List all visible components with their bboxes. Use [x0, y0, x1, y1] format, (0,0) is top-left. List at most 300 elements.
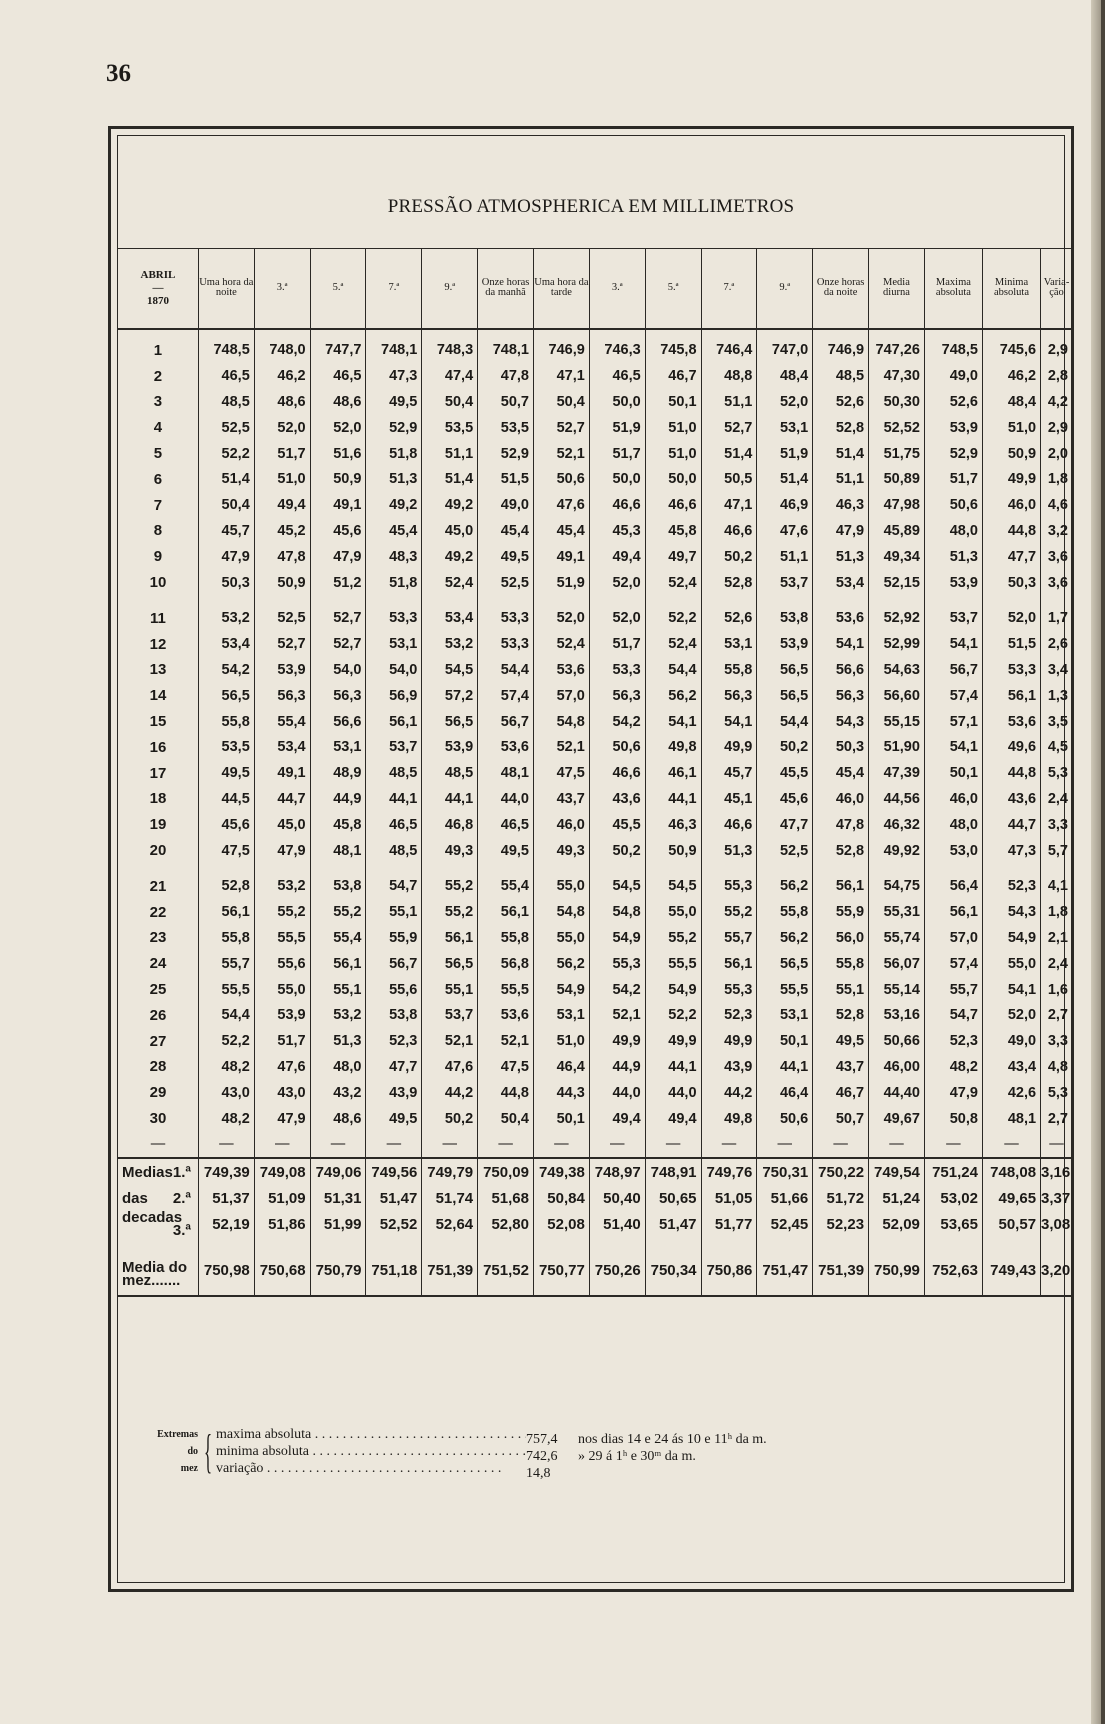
value-cell: 45,89	[869, 518, 925, 544]
value-cell: 748,0	[254, 338, 310, 364]
decade-value-cell: 51,47	[645, 1211, 701, 1237]
value-cell: 54,1	[645, 709, 701, 735]
decade-value-cell: 51,40	[589, 1211, 645, 1237]
value-cell: 49,1	[533, 544, 589, 570]
value-cell: 53,1	[533, 1002, 589, 1028]
value-cell: 44,0	[645, 1080, 701, 1106]
value-cell: 50,2	[757, 734, 813, 760]
value-cell: 45,0	[422, 518, 478, 544]
value-cell: 50,4	[198, 492, 254, 518]
value-cell: 46,5	[310, 363, 366, 389]
value-cell: 46,00	[869, 1054, 925, 1080]
value-cell: 57,4	[924, 951, 982, 977]
value-cell: 55,7	[924, 977, 982, 1003]
value-cell: 55,3	[701, 873, 757, 899]
value-cell: 49,9	[701, 1028, 757, 1054]
decade-value-cell: 49,65	[982, 1185, 1040, 1211]
value-cell: 45,3	[589, 518, 645, 544]
value-cell: 53,1	[310, 734, 366, 760]
decade-value-cell: 3,08	[1041, 1211, 1072, 1237]
spacer-cell	[589, 329, 645, 338]
value-cell: 747,0	[757, 338, 813, 364]
day-cell: 5	[153, 445, 163, 463]
value-cell: 53,8	[310, 873, 366, 899]
value-cell: 53,16	[869, 1002, 925, 1028]
value-cell: 54,8	[589, 899, 645, 925]
value-cell: 44,1	[645, 1054, 701, 1080]
spacer-cell	[645, 329, 701, 338]
day-cell: 24	[149, 955, 167, 973]
table-row	[118, 518, 1072, 544]
spacer-cell	[757, 329, 813, 338]
value-cell: 51,0	[533, 1028, 589, 1054]
value-cell: 50,9	[645, 838, 701, 864]
value-cell: 55,0	[982, 951, 1040, 977]
value-cell: 55,1	[422, 977, 478, 1003]
value-cell: 51,1	[813, 466, 869, 492]
month-mean-value-cell: 750,77	[533, 1253, 589, 1287]
value-cell: 45,4	[533, 518, 589, 544]
value-cell: 52,2	[198, 441, 254, 467]
value-cell: 53,7	[366, 734, 422, 760]
month-mean-value-cell: 751,52	[478, 1253, 534, 1287]
value-cell: 45,7	[701, 760, 757, 786]
decade-value-cell: 52,19	[198, 1211, 254, 1237]
value-cell: 54,0	[366, 657, 422, 683]
decades-label-line1: Medias	[122, 1163, 173, 1181]
value-cell: 49,4	[589, 544, 645, 570]
value-cell: 53,2	[254, 873, 310, 899]
value-cell: 51,7	[254, 441, 310, 467]
decade-value-cell: 52,45	[757, 1211, 813, 1237]
value-cell: 44,1	[422, 786, 478, 812]
extreme-max-value: 757,4	[526, 1432, 558, 1447]
value-cell: 46,4	[757, 1080, 813, 1106]
day-cell: 6	[153, 470, 163, 488]
dash-cell: —	[1041, 1131, 1072, 1158]
spacer-cell	[478, 863, 534, 873]
table-row	[118, 544, 1072, 570]
decade-value-cell: 50,57	[982, 1211, 1040, 1237]
decades-label-line2: das	[122, 1189, 148, 1207]
value-cell: 2,7	[1041, 1002, 1072, 1028]
spacer-cell	[645, 1237, 701, 1253]
value-cell: 2,6	[1041, 631, 1072, 657]
value-cell: 56,3	[701, 683, 757, 709]
value-cell: 3,2	[1041, 518, 1072, 544]
value-cell: 46,7	[813, 1080, 869, 1106]
value-cell: 52,0	[254, 415, 310, 441]
value-cell: 50,9	[982, 441, 1040, 467]
decade-value-cell: 52,52	[366, 1211, 422, 1237]
value-cell: 49,1	[254, 760, 310, 786]
spacer-cell	[310, 1237, 366, 1253]
value-cell: 52,3	[366, 1028, 422, 1054]
value-cell: 50,7	[478, 389, 534, 415]
value-cell: 46,9	[757, 492, 813, 518]
value-cell: 52,1	[422, 1028, 478, 1054]
dash-cell: —	[869, 1131, 925, 1158]
value-cell: 51,3	[310, 1028, 366, 1054]
value-cell: 53,7	[422, 1002, 478, 1028]
spacer-cell	[198, 595, 254, 605]
value-cell: 47,6	[422, 1054, 478, 1080]
value-cell: 57,0	[924, 925, 982, 951]
value-cell: 51,5	[982, 631, 1040, 657]
value-cell: 44,9	[310, 786, 366, 812]
spacer-cell	[198, 863, 254, 873]
value-cell: 47,9	[813, 518, 869, 544]
value-cell: 48,6	[310, 389, 366, 415]
pressure-table	[118, 248, 1072, 1297]
value-cell: 46,0	[924, 786, 982, 812]
day-cell: 15	[149, 713, 167, 731]
value-cell: 48,5	[366, 838, 422, 864]
value-cell: 48,1	[478, 760, 534, 786]
value-cell: 44,56	[869, 786, 925, 812]
value-cell: 43,6	[589, 786, 645, 812]
value-cell: 55,4	[478, 873, 534, 899]
value-cell: 55,8	[757, 899, 813, 925]
value-cell: 49,3	[533, 838, 589, 864]
value-cell: 46,5	[478, 812, 534, 838]
spacer-cell	[366, 1287, 422, 1296]
value-cell: 746,9	[533, 338, 589, 364]
value-cell: 50,3	[198, 570, 254, 596]
value-cell: 3,6	[1041, 570, 1072, 596]
table-row	[118, 1080, 1072, 1106]
header-col-3: 7.ª	[366, 249, 422, 329]
spacer-cell	[645, 1287, 701, 1296]
value-cell: 55,0	[645, 899, 701, 925]
value-cell: 50,8	[924, 1106, 982, 1132]
spacer-cell	[310, 595, 366, 605]
spacer-cell	[1041, 1287, 1072, 1296]
value-cell: 52,9	[924, 441, 982, 467]
spacer-cell	[198, 329, 254, 338]
value-cell: 56,5	[198, 683, 254, 709]
value-cell: 54,7	[366, 873, 422, 899]
value-cell: 56,3	[813, 683, 869, 709]
day-cell: 21	[149, 877, 167, 895]
value-cell: 747,7	[310, 338, 366, 364]
value-cell: 43,0	[198, 1080, 254, 1106]
day-cell: 12	[149, 635, 167, 653]
day-cell: 30	[149, 1110, 167, 1127]
spacer-cell	[813, 863, 869, 873]
value-cell: 46,3	[813, 492, 869, 518]
value-cell: 52,8	[813, 415, 869, 441]
extreme-variation-value: 14,8	[526, 1466, 551, 1481]
value-cell: 49,4	[254, 492, 310, 518]
value-cell: 52,8	[198, 873, 254, 899]
value-cell: 55,9	[366, 925, 422, 951]
end-rule-row	[118, 1296, 1072, 1297]
value-cell: 48,1	[982, 1106, 1040, 1132]
spacer-cell	[478, 329, 534, 338]
decade-value-cell: 748,91	[645, 1158, 701, 1185]
value-cell: 55,1	[366, 899, 422, 925]
month-mean-value-cell: 3,20	[1041, 1253, 1072, 1287]
value-cell: 44,5	[198, 786, 254, 812]
value-cell: 56,1	[198, 899, 254, 925]
table-row	[118, 925, 1072, 951]
spacer-cell	[924, 1287, 982, 1296]
value-cell: 45,4	[478, 518, 534, 544]
value-cell: 54,63	[869, 657, 925, 683]
value-cell: 745,6	[982, 338, 1040, 364]
value-cell: 55,0	[533, 925, 589, 951]
spacer-cell	[422, 1237, 478, 1253]
value-cell: 50,6	[533, 466, 589, 492]
table-row	[118, 605, 1072, 631]
value-cell: 54,2	[589, 709, 645, 735]
spacer-cell	[701, 595, 757, 605]
spacer-cell	[198, 1237, 254, 1253]
value-cell: 45,4	[813, 760, 869, 786]
value-cell: 1,8	[1041, 466, 1072, 492]
value-cell: 43,4	[982, 1054, 1040, 1080]
value-cell: 53,9	[254, 1002, 310, 1028]
value-cell: 49,34	[869, 544, 925, 570]
value-cell: 51,8	[366, 570, 422, 596]
spacer-cell	[701, 1237, 757, 1253]
value-cell: 56,0	[813, 925, 869, 951]
value-cell: 52,4	[645, 570, 701, 596]
value-cell: 49,3	[422, 838, 478, 864]
value-cell: 52,0	[982, 605, 1040, 631]
day-cell: 10	[149, 574, 167, 592]
value-cell: 52,1	[478, 1028, 534, 1054]
value-cell: 745,8	[645, 338, 701, 364]
spacer-cell	[1041, 1237, 1072, 1253]
value-cell: 51,7	[254, 1028, 310, 1054]
decade-value-cell: 751,24	[924, 1158, 982, 1185]
spacer-cell	[757, 595, 813, 605]
extreme-min-label: minima absoluta . . .	[216, 1443, 526, 1460]
table-row	[118, 441, 1072, 467]
value-cell: 53,4	[254, 734, 310, 760]
value-cell: 50,2	[701, 544, 757, 570]
spacer-cell	[589, 595, 645, 605]
value-cell: 54,8	[533, 709, 589, 735]
value-cell: 43,9	[701, 1054, 757, 1080]
value-cell: 49,4	[589, 1106, 645, 1132]
month-mean-label-line1: Media do	[122, 1259, 188, 1277]
table-inner-frame	[117, 135, 1071, 1583]
value-cell: 54,75	[869, 873, 925, 899]
value-cell: 49,8	[645, 734, 701, 760]
value-cell: 46,4	[533, 1054, 589, 1080]
value-cell: 46,5	[589, 363, 645, 389]
value-cell: 44,3	[533, 1080, 589, 1106]
value-cell: 51,0	[254, 466, 310, 492]
value-cell: 49,9	[589, 1028, 645, 1054]
value-cell: 3,3	[1041, 1028, 1072, 1054]
value-cell: 56,1	[310, 951, 366, 977]
value-cell: 51,7	[589, 631, 645, 657]
day-cell: 17	[149, 764, 167, 782]
value-cell: 52,15	[869, 570, 925, 596]
value-cell: 56,7	[924, 657, 982, 683]
value-cell: 52,6	[813, 389, 869, 415]
value-cell: 43,2	[310, 1080, 366, 1106]
decade-value-cell: 51,74	[422, 1185, 478, 1211]
day-cell: 14	[149, 687, 167, 705]
value-cell: 48,5	[813, 363, 869, 389]
value-cell: 52,0	[982, 1002, 1040, 1028]
spacer-row	[118, 1237, 1072, 1253]
value-cell: 46,8	[422, 812, 478, 838]
value-cell: 53,4	[422, 605, 478, 631]
value-cell: 2,8	[1041, 363, 1072, 389]
value-cell: 49,4	[645, 1106, 701, 1132]
value-cell: 55,8	[198, 709, 254, 735]
value-cell: 55,1	[310, 977, 366, 1003]
spacer-cell	[924, 1237, 982, 1253]
spacer-cell	[254, 1287, 310, 1296]
value-cell: 56,60	[869, 683, 925, 709]
table-row	[118, 1054, 1072, 1080]
value-cell: 57,0	[533, 683, 589, 709]
spacer-cell	[310, 329, 366, 338]
value-cell: 46,6	[589, 760, 645, 786]
value-cell: 56,3	[589, 683, 645, 709]
decade-value-cell: 52,08	[533, 1211, 589, 1237]
value-cell: 50,0	[589, 466, 645, 492]
value-cell: 51,3	[924, 544, 982, 570]
decade-mean-row	[118, 1185, 1072, 1211]
month-mean-value-cell: 751,39	[422, 1253, 478, 1287]
value-cell: 45,6	[198, 812, 254, 838]
value-cell: 51,4	[422, 466, 478, 492]
value-cell: 49,2	[422, 544, 478, 570]
value-cell: 54,2	[589, 977, 645, 1003]
value-cell: 50,1	[757, 1028, 813, 1054]
value-cell: 56,1	[422, 925, 478, 951]
spacer-cell	[533, 595, 589, 605]
value-cell: 51,3	[366, 466, 422, 492]
value-cell: 1,8	[1041, 899, 1072, 925]
value-cell: 49,5	[478, 838, 534, 864]
value-cell: 50,4	[533, 389, 589, 415]
value-cell: 53,9	[924, 415, 982, 441]
table-frame	[108, 126, 1074, 1592]
value-cell: 52,3	[701, 1002, 757, 1028]
month-mean-value-cell: 749,43	[982, 1253, 1040, 1287]
value-cell: 2,9	[1041, 338, 1072, 364]
value-cell: 56,1	[924, 899, 982, 925]
decade-value-cell: 51,99	[310, 1211, 366, 1237]
decade-label-cell	[118, 1185, 198, 1211]
value-cell: 54,1	[924, 631, 982, 657]
value-cell: 56,9	[366, 683, 422, 709]
value-cell: 56,07	[869, 951, 925, 977]
dash-cell: —	[982, 1131, 1040, 1158]
value-cell: 53,2	[198, 605, 254, 631]
decade-value-cell: 749,56	[366, 1158, 422, 1185]
table-row	[118, 1028, 1072, 1054]
value-cell: 55,0	[533, 873, 589, 899]
value-cell: 55,7	[198, 951, 254, 977]
spacer-cell	[118, 329, 198, 338]
extreme-min-note: » 29 á 1ʰ e 30ᵐ da m.	[578, 1449, 696, 1464]
value-cell: 48,2	[198, 1106, 254, 1132]
day-cell: 7	[153, 496, 163, 514]
value-cell: 3,6	[1041, 544, 1072, 570]
value-cell: 46,1	[645, 760, 701, 786]
value-cell: 47,5	[478, 1054, 534, 1080]
value-cell: 56,5	[757, 683, 813, 709]
dash-cell: —	[589, 1131, 645, 1158]
value-cell: 54,3	[813, 709, 869, 735]
value-cell: 49,92	[869, 838, 925, 864]
value-cell: 748,5	[924, 338, 982, 364]
value-cell: 56,1	[982, 683, 1040, 709]
spacer-cell	[869, 863, 925, 873]
value-cell: 748,1	[366, 338, 422, 364]
value-cell: 44,8	[478, 1080, 534, 1106]
decade-value-cell: 52,23	[813, 1211, 869, 1237]
value-cell: 57,4	[478, 683, 534, 709]
value-cell: 5,3	[1041, 760, 1072, 786]
spacer-cell	[198, 1287, 254, 1296]
day-cell: 29	[149, 1084, 167, 1102]
value-cell: 50,1	[533, 1106, 589, 1132]
spacer-cell	[924, 863, 982, 873]
value-cell: 55,2	[422, 899, 478, 925]
month-mean-value-cell: 750,99	[869, 1253, 925, 1287]
spacer-cell	[869, 1237, 925, 1253]
extremes-label-line1: Extremas	[157, 1429, 198, 1440]
value-cell: 45,5	[757, 760, 813, 786]
header-col-7: 3.ª	[589, 249, 645, 329]
value-cell: 56,5	[422, 951, 478, 977]
value-cell: 47,9	[924, 1080, 982, 1106]
value-cell: 52,1	[589, 1002, 645, 1028]
dash-cell: —	[310, 1131, 366, 1158]
value-cell: 51,2	[310, 570, 366, 596]
decade-number: 3.ª	[172, 1222, 191, 1240]
day-cell: 1	[153, 341, 163, 359]
dash-cell: —	[813, 1131, 869, 1158]
value-cell: 53,7	[757, 570, 813, 596]
value-cell: 55,8	[701, 657, 757, 683]
day-cell: 2	[153, 367, 163, 385]
decade-value-cell: 749,79	[422, 1158, 478, 1185]
value-cell: 54,4	[478, 657, 534, 683]
day-cell: 4	[153, 419, 163, 437]
value-cell: 48,4	[757, 363, 813, 389]
value-cell: 46,5	[366, 812, 422, 838]
value-cell: 48,0	[310, 1054, 366, 1080]
value-cell: 52,1	[533, 734, 589, 760]
table-row	[118, 492, 1072, 518]
dash-cell: —	[198, 1131, 254, 1158]
spacer-cell	[1041, 329, 1072, 338]
value-cell: 44,9	[589, 1054, 645, 1080]
value-cell: 1,6	[1041, 977, 1072, 1003]
decade-value-cell: 749,06	[310, 1158, 366, 1185]
value-cell: 53,0	[924, 838, 982, 864]
value-cell: 55,5	[645, 951, 701, 977]
table-row	[118, 899, 1072, 925]
spacer-cell	[422, 1287, 478, 1296]
value-cell: 55,5	[478, 977, 534, 1003]
value-cell: 56,1	[701, 951, 757, 977]
value-cell: 51,5	[478, 466, 534, 492]
value-cell: 44,2	[422, 1080, 478, 1106]
